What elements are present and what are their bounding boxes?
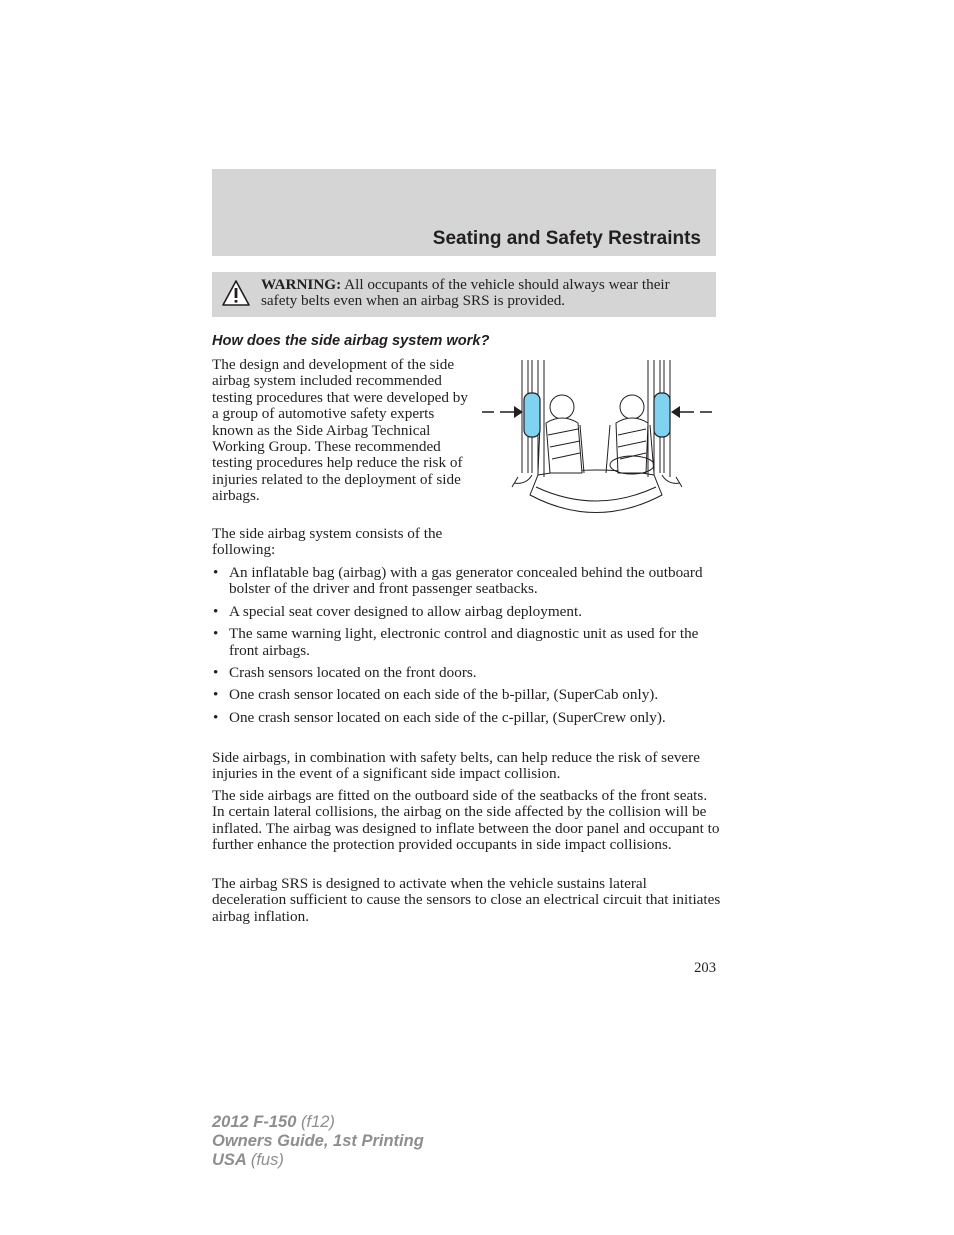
dashboard-outline: [530, 470, 662, 513]
warning-triangle-icon: [221, 279, 251, 307]
list-item: • Crash sensors located on the front doors.: [213, 664, 477, 682]
footer-line-1: 2012 F-150 (f12): [212, 1113, 335, 1131]
document-footer: [212, 1113, 424, 1170]
section-header-band: [212, 169, 716, 256]
list-item: • An inflatable bag (airbag) with a gas generator concealed behind the outboard bolster of the driver and front passenger seatbacks.: [213, 564, 703, 598]
list-item: • A special seat cover designed to allow airbag deployment.: [213, 602, 582, 620]
section-title: Seating and Safety Restraints: [432, 228, 701, 249]
list-item: • The same warning light, electronic control and diagnostic unit as used for the front airbags.: [213, 625, 699, 659]
footer-line-3: USA (fus): [212, 1151, 284, 1169]
right-airbag: [654, 393, 670, 437]
list-item: • One crash sensor located on each side of the c-pillar, (SuperCrew only).: [213, 708, 666, 726]
consists-paragraph: The side airbag system consists of the following:: [212, 525, 443, 559]
left-impact-arrow: [482, 406, 523, 418]
warning-text: [261, 277, 701, 309]
warning-body: All occupants of the vehicle should always wear their safety belts even when an airbag SRS is provided.: [261, 276, 670, 309]
side-airbag-paragraph-2: The side airbags are fitted on the outboard side of the seatbacks of the front seats. In certain lateral collisions, the airbag on the side affected by the collision will be inflated. The airbag was designed to inflate between the door panel and occupant to further enhance the protection provided occupants in side impact collisions.: [212, 787, 720, 854]
page-number: 203: [694, 960, 716, 976]
left-airbag: [524, 393, 540, 437]
component-list: [212, 565, 722, 732]
right-impact-arrow: [671, 406, 712, 418]
side-airbag-illustration: [478, 355, 716, 525]
warning-box: [212, 272, 716, 317]
side-airbag-paragraph-1: Side airbags, in combination with safety belts, can help reduce the risk of severe injuries in the event of a significant side impact collision.: [212, 749, 700, 783]
intro-paragraph: The design and development of the side airbag system included recommended testing procedures that were developed by a group of automotive safety experts known as the Side Airbag Technical Working Group. These recommended testing procedures help reduce the risk of injuries related to the deployment of side airbags.: [212, 356, 468, 505]
list-item: • One crash sensor located on each side of the b-pillar, (SuperCab only).: [213, 686, 659, 704]
side-airbag-paragraph-3: The airbag SRS is designed to activate when the vehicle sustains lateral deceleration sufficient to cause the sensors to close an electrical circuit that initiates airbag inflation.: [212, 875, 721, 925]
section-heading: How does the side airbag system work?: [212, 333, 490, 349]
footer-line-2: Owners Guide, 1st Printing: [212, 1132, 424, 1150]
warning-label: WARNING:: [261, 276, 342, 293]
